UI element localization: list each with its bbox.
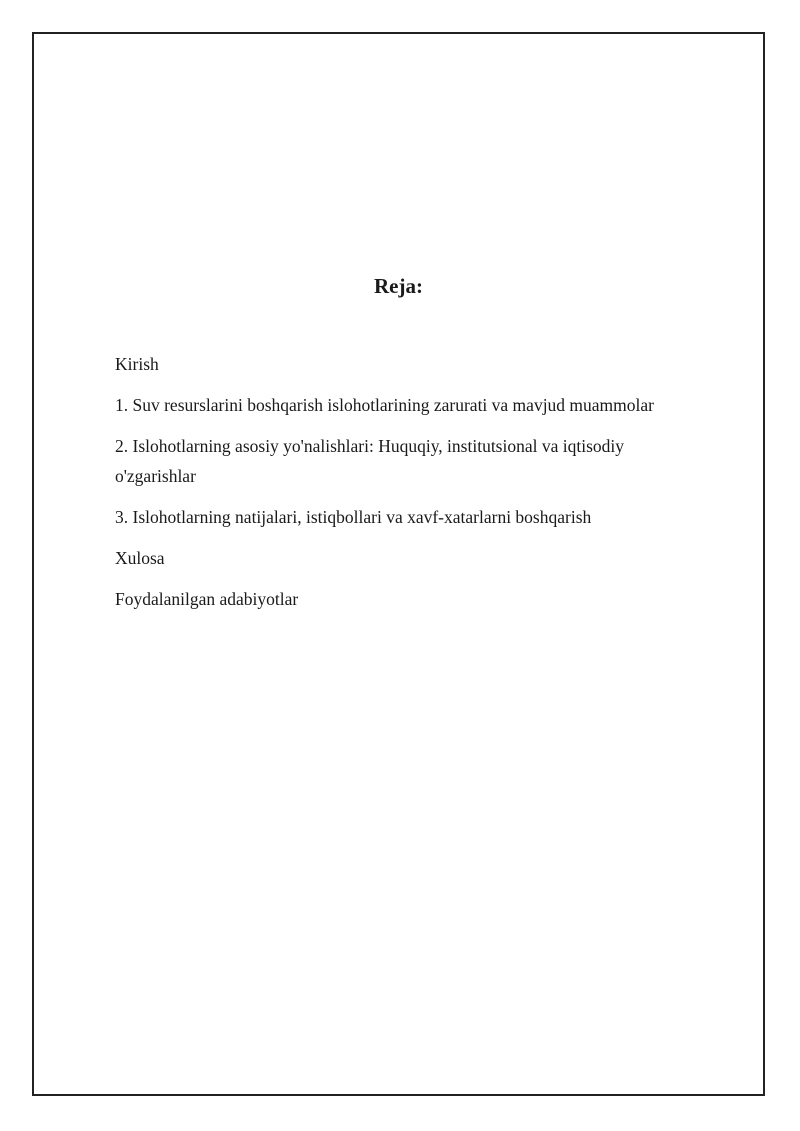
plan-item-3: 3. Islohotlarning natijalari, istiqbollari va xavf-xatarlarni boshqarish <box>115 507 592 527</box>
plan-item-1: 1. Suv resurslarini boshqarish islohotlarining zarurati va mavjud muammolar <box>115 395 654 415</box>
plan-item-references: Foydalanilgan adabiyotlar <box>115 589 299 609</box>
plan-item-2: 2. Islohotlarning asosiy yo'nalishlari: Huquqiy, institutsional va iqtisodiy o'zgarishlar <box>115 436 625 486</box>
plan-list <box>115 349 705 625</box>
document-title: Reja: <box>374 274 423 298</box>
plan-item-conclusion: Xulosa <box>115 548 165 568</box>
plan-item-introduction: Kirish <box>115 354 159 374</box>
